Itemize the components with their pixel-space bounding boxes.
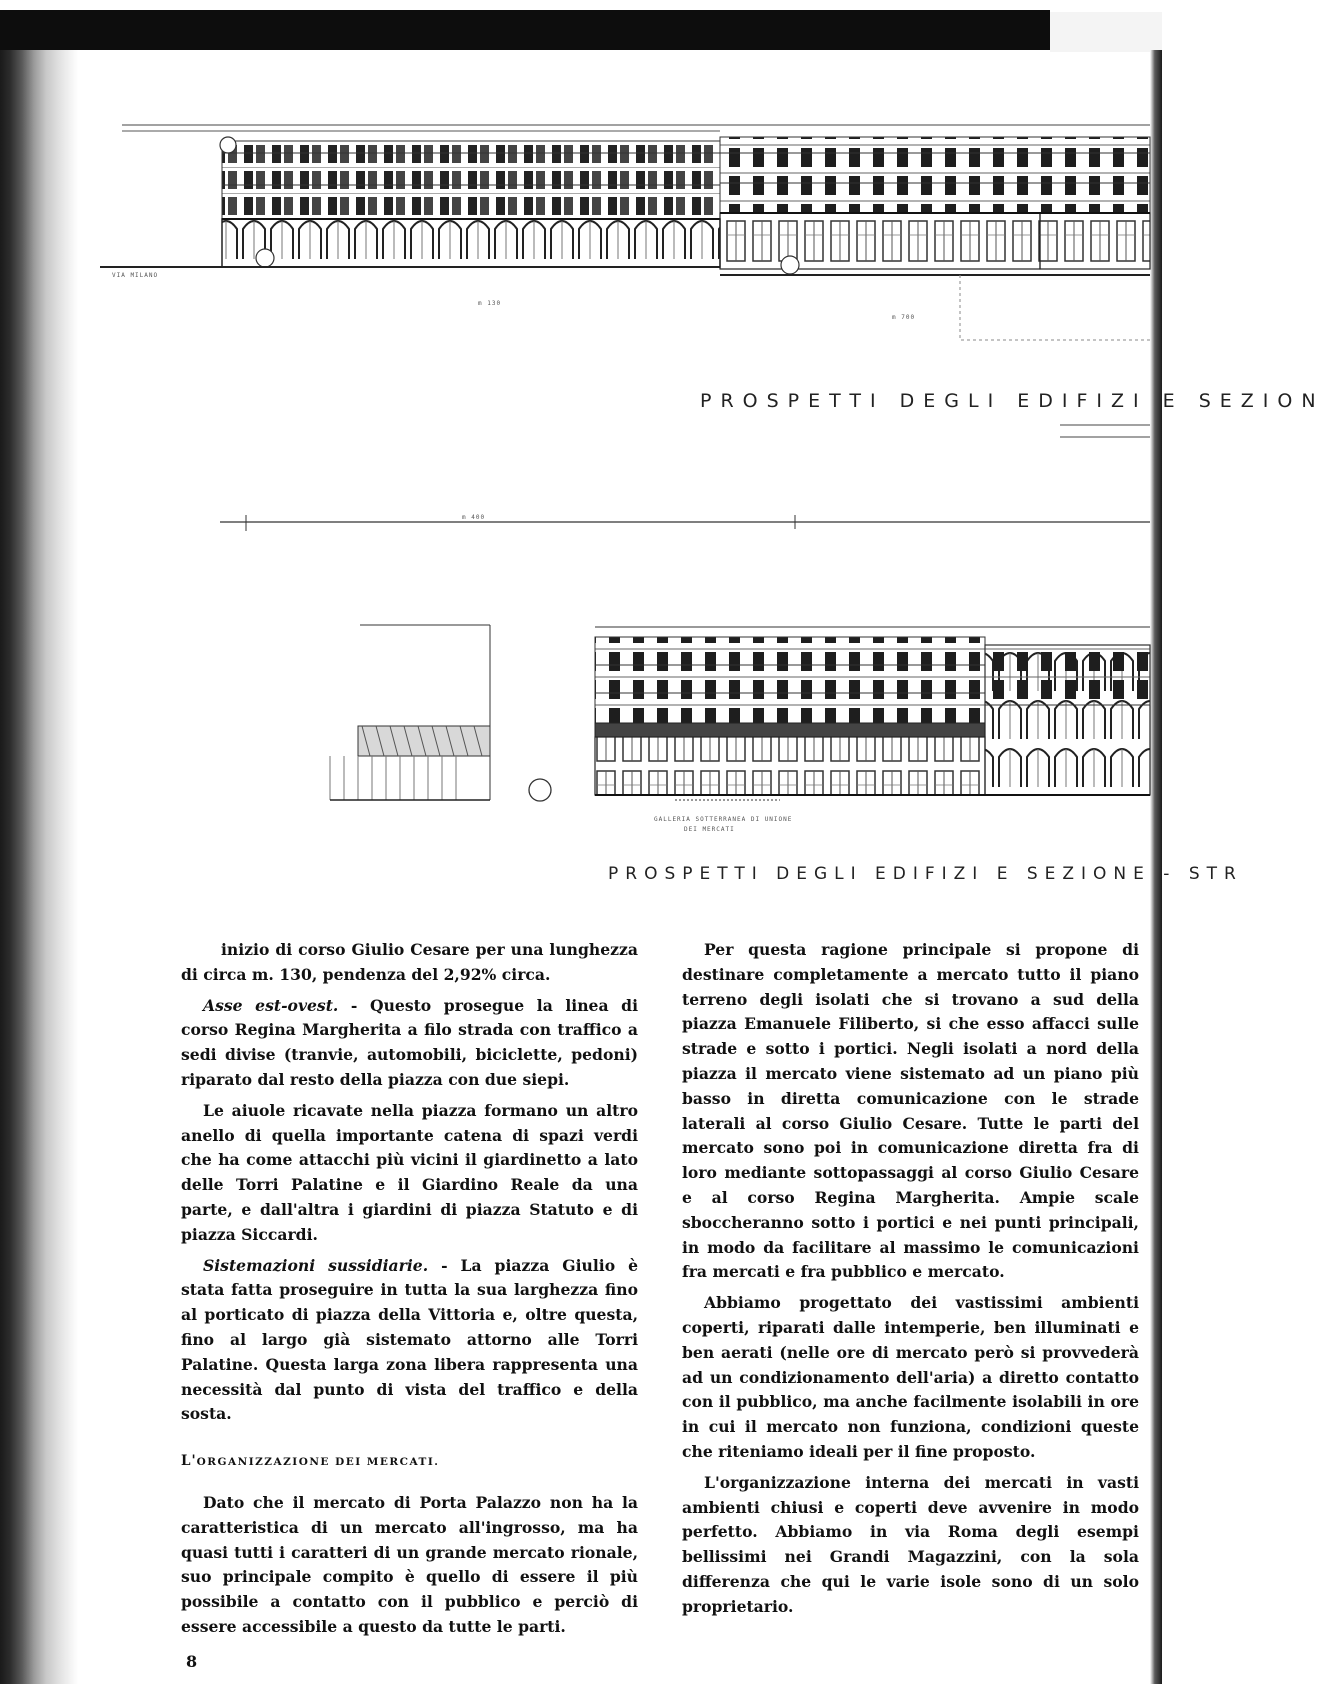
text-column-right: [682, 938, 1139, 1626]
paragraph: Le aiuole ricavate nella piazza formano un altro anello di quella importante catena di spazi verdi che ha come attacchi più vicini il giardinetto a lato delle Torri Palatine e il Giardino Reale da una parte, e dall'altra i giardini di piazza Statuto e di piazza Siccardi.: [181, 1100, 638, 1244]
heading-initial: L': [181, 1453, 197, 1470]
paragraph-body: - Questo prosegue la linea di corso Regina Margherita a filo strada con traffico a sedi divise (tranvie, automobili, biciclette, pedoni) riparato dal resto della piazza con due siepi.: [181, 995, 638, 1089]
dimension-label-right: m 700: [892, 314, 916, 321]
paragraph: Per questa ragione principale si propone di destinare completamente a mercato tutto il piano terreno degli isolati che si trovano a sud della piazza Emanuele Filiberto, si che esso affacci sulle strade e sotto i portici. Negli isolati a nord della piazza il mercato viene sistemato ad un piano più basso in diretta comunicazione con le strade laterali al corso Giulio Cesare. Tutte le parti del mercato sono poi in comunicazione diretta fra di loro mediante sottopassaggi al corso Giulio Cesare e al corso Regina Margherita. Ampie scale sboccheranno sotto i portici e nei punti principali, in modo da facilitare al massimo le comunicazioni fra mercati e fra pubblico e mercato.: [682, 940, 1139, 1282]
scale-label-left: m 400: [462, 514, 486, 521]
scanner-edge: [1050, 12, 1162, 52]
sheet-title-bottom: PROSPETTI DEGLI EDIFIZI E SEZIONE - STR: [608, 864, 1243, 884]
underground-gallery-sublabel: DEI MERCATI: [684, 826, 735, 833]
run-in-heading: Sistemazioni sussidiarie.: [203, 1255, 429, 1275]
run-in-heading: Asse est-ovest.: [203, 995, 339, 1015]
elevation-top-right-block: [720, 137, 1150, 274]
section-bottom-left-hatch: [330, 625, 551, 801]
page-number: 8: [186, 1652, 198, 1671]
text-column-left: [181, 938, 638, 1646]
section-heading: [181, 1449, 638, 1475]
dimension-label-left: m 130: [478, 300, 502, 307]
heading-small-caps: ORGANIZZAZIONE DEI MERCATI.: [196, 1456, 440, 1469]
paragraph: inizio di corso Giulio Cesare per una lunghezza di circa m. 130, pendenza del 2,92% circa.: [181, 940, 638, 984]
paragraph: L'organizzazione interna dei mercati in vasti ambienti chiusi e coperti deve avvenire in modo perfetto. Abbiamo in via Roma degli esempi bellissimi nei Grandi Magazzini, con la sola differenza che qui le varie isole sono di un solo proprietario.: [682, 1472, 1139, 1616]
sheet-title-top: PROSPETTI DEGLI EDIFIZI E SEZION: [700, 390, 1325, 412]
elevation-bottom-block: [595, 627, 1150, 800]
underground-gallery-label: GALLERIA SOTTERRANEA DI UNIONE: [654, 816, 793, 823]
paragraph: [181, 994, 638, 1093]
paragraph-body: - La piazza Giulio è stata fatta proseguire in tutta la sua larghezza fino al porticato di piazza della Vittoria e, oltre questa, fino al largo già sistemato attorno alle Torri Palatine. Questa larga zona libera rappresenta una necessità dal punto di vista del traffico e della sosta.: [181, 1255, 638, 1424]
scan-margin: [0, 0, 1162, 10]
architectural-elevation-drawing: [100, 115, 1150, 895]
paragraph: [181, 1254, 638, 1428]
scanner-shadow-bar: [0, 10, 1050, 50]
paragraph: Dato che il mercato di Porta Palazzo non ha la caratteristica di un mercato all'ingrosso, ma ha quasi tutti i caratteri di un grande mercato rionale, suo principale compito è quello di essere il più possibile a contatto con il pubblico e perciò di essere accessibile a questo da tutte le parti.: [181, 1492, 638, 1636]
via-milano-label: VIA MILANO: [112, 272, 159, 279]
paragraph: Abbiamo progettato dei vastissimi ambienti coperti, riparati dalle intemperie, ben illuminati e ben aerati (nelle ore di mercato però si provvederà ad un condizionamento dell'aria) a diretto contatto con il pubblico, ma anche facilmente isolabili in ore in cui il mercato non funziona, condizioni queste che riteniamo ideali per il fine proposto.: [682, 1293, 1139, 1461]
book-binding-shadow: [0, 50, 78, 1684]
